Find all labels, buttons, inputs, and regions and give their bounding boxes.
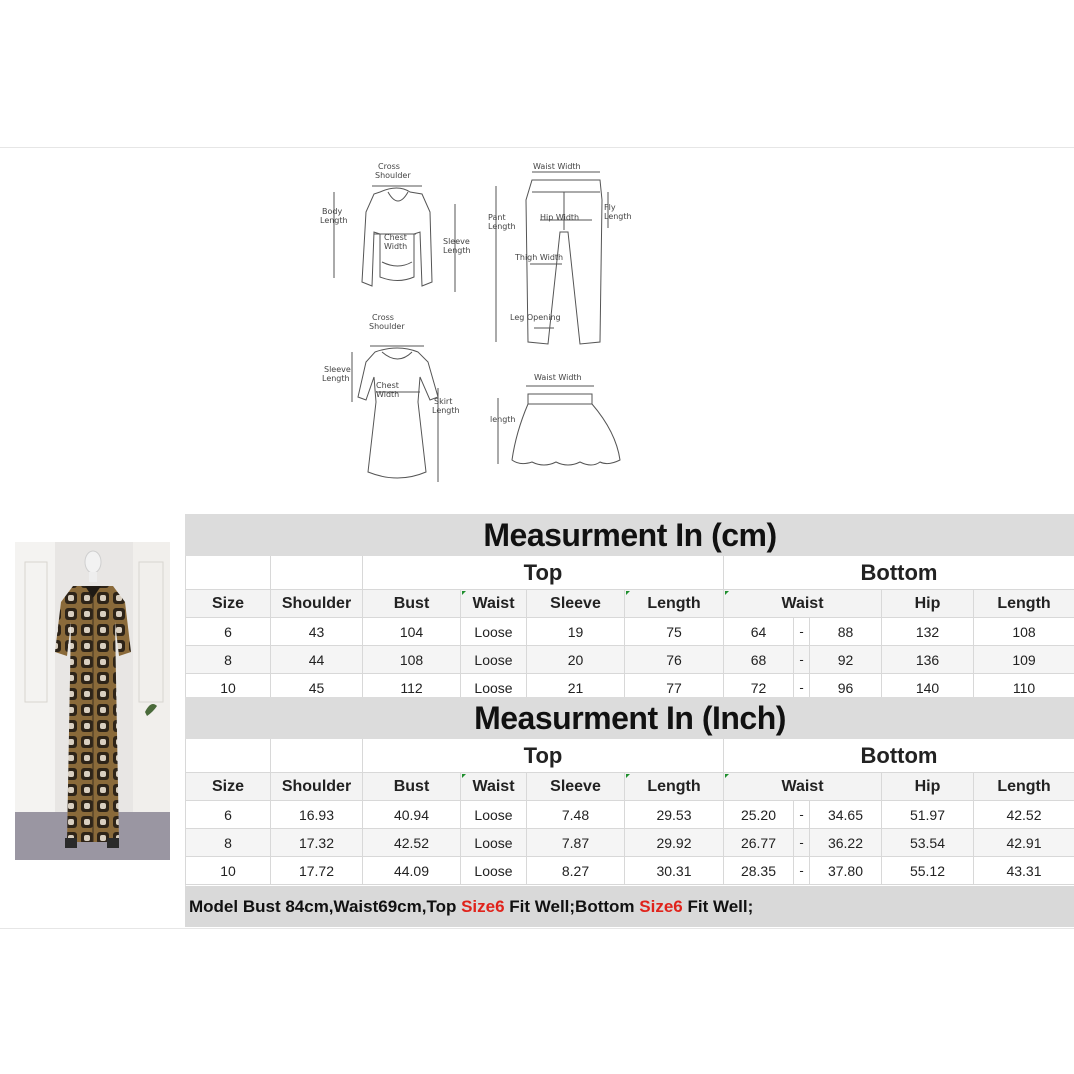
label-waist-width: Waist Width [533,162,581,171]
label-sleeve-length-2: Length [443,246,471,255]
measurement-diagram [310,152,650,490]
label-fly-length-2: Length [604,212,632,221]
label-chest-width: Chest [384,233,407,242]
label-dress-chest-width-2: Width [376,390,400,399]
inch-header-length: Length [625,773,724,801]
cm-group-bottom: Bottom [724,556,1074,590]
table-row: 8 17.32 42.52 Loose 7.87 29.92 26.77 - 36.22 53.54 42.91 [186,829,1074,857]
inch-header-bottom-length: Length [974,773,1074,801]
inch-header-bust: Bust [363,773,461,801]
garment-sketches [310,152,650,490]
label-chest-width-2: Width [384,242,408,251]
label-dress-sleeve-length: Sleeve [324,365,351,374]
inch-measurement-table [185,697,1074,885]
label-cross-shoulder: Cross [378,162,400,171]
label-dress-cross-shoulder: Cross [372,313,394,322]
table-row: 8 44 108 Loose 20 76 68 - 92 136 109 [186,646,1074,674]
cm-header-length: Length [625,590,724,618]
table-row: 10 45 112 Loose 21 77 72 - 96 140 110 [186,674,1074,702]
cm-header-shoulder: Shoulder [271,590,363,618]
label-thigh-width: Thigh Width [515,253,564,262]
label-skirt-length-short: length [490,415,516,424]
label-dress-cross-shoulder-2: Shoulder [369,322,405,331]
label-skirt-waist-width: Waist Width [534,373,582,382]
cm-measurement-table [185,514,1074,702]
dress-sketch [358,348,438,478]
table-row: 6 16.93 40.94 Loose 7.48 29.53 25.20 - 34.65 51.97 42.52 [186,801,1074,829]
label-fly-length: Fly [604,203,616,212]
label-dress-chest-width: Chest [376,381,399,390]
bottom-size-highlight: Size6 [639,897,683,916]
inch-header-hip: Hip [882,773,974,801]
inch-group-top: Top [363,739,724,773]
inch-header-size: Size [186,773,271,801]
inch-header-sleeve: Sleeve [527,773,625,801]
cm-header-size: Size [186,590,271,618]
skirt-sketch [512,394,620,465]
cm-header-waist: Waist [461,590,527,618]
label-sleeve-length: Sleeve [443,237,470,246]
inch-header-waist: Waist [461,773,527,801]
label-body-length: Body [322,207,343,216]
label-hip-width: Hip Width [540,213,580,222]
label-body-length-2: Length [320,216,348,225]
label-dress-sleeve-length-2: Length [322,374,350,383]
inch-header-shoulder: Shoulder [271,773,363,801]
model-photo [15,542,170,860]
cm-header-sleeve: Sleeve [527,590,625,618]
inch-header-bottom-waist: Waist [724,773,882,801]
table-row: 10 17.72 44.09 Loose 8.27 30.31 28.35 - 37.80 55.12 43.31 [186,857,1074,885]
label-pant-length-2: Length [488,222,516,231]
label-skirt-length-2: Length [432,406,460,415]
inch-group-bottom: Bottom [724,739,1074,773]
cm-group-top: Top [363,556,724,590]
cm-header-hip: Hip [882,590,974,618]
label-pant-length: Pant [488,213,506,222]
label-cross-shoulder-2: Shoulder [375,171,411,180]
cm-table-title: Measurment In (cm) [186,515,1074,556]
table-row: 6 43 104 Loose 19 75 64 - 88 132 108 [186,618,1074,646]
top-size-highlight: Size6 [461,897,505,916]
model-fit-note: Model Bust 84cm,Waist69cm,Top Size6 Fit Well;Bottom Size6 Fit Well; [185,886,1074,927]
cm-header-bottom-length: Length [974,590,1074,618]
cm-header-bottom-waist: Waist [724,590,882,618]
cm-header-bust: Bust [363,590,461,618]
inch-table-title: Measurment In (Inch) [186,698,1074,739]
label-leg-opening: Leg Opening [510,313,561,322]
label-skirt-length: Skirt [434,397,453,406]
